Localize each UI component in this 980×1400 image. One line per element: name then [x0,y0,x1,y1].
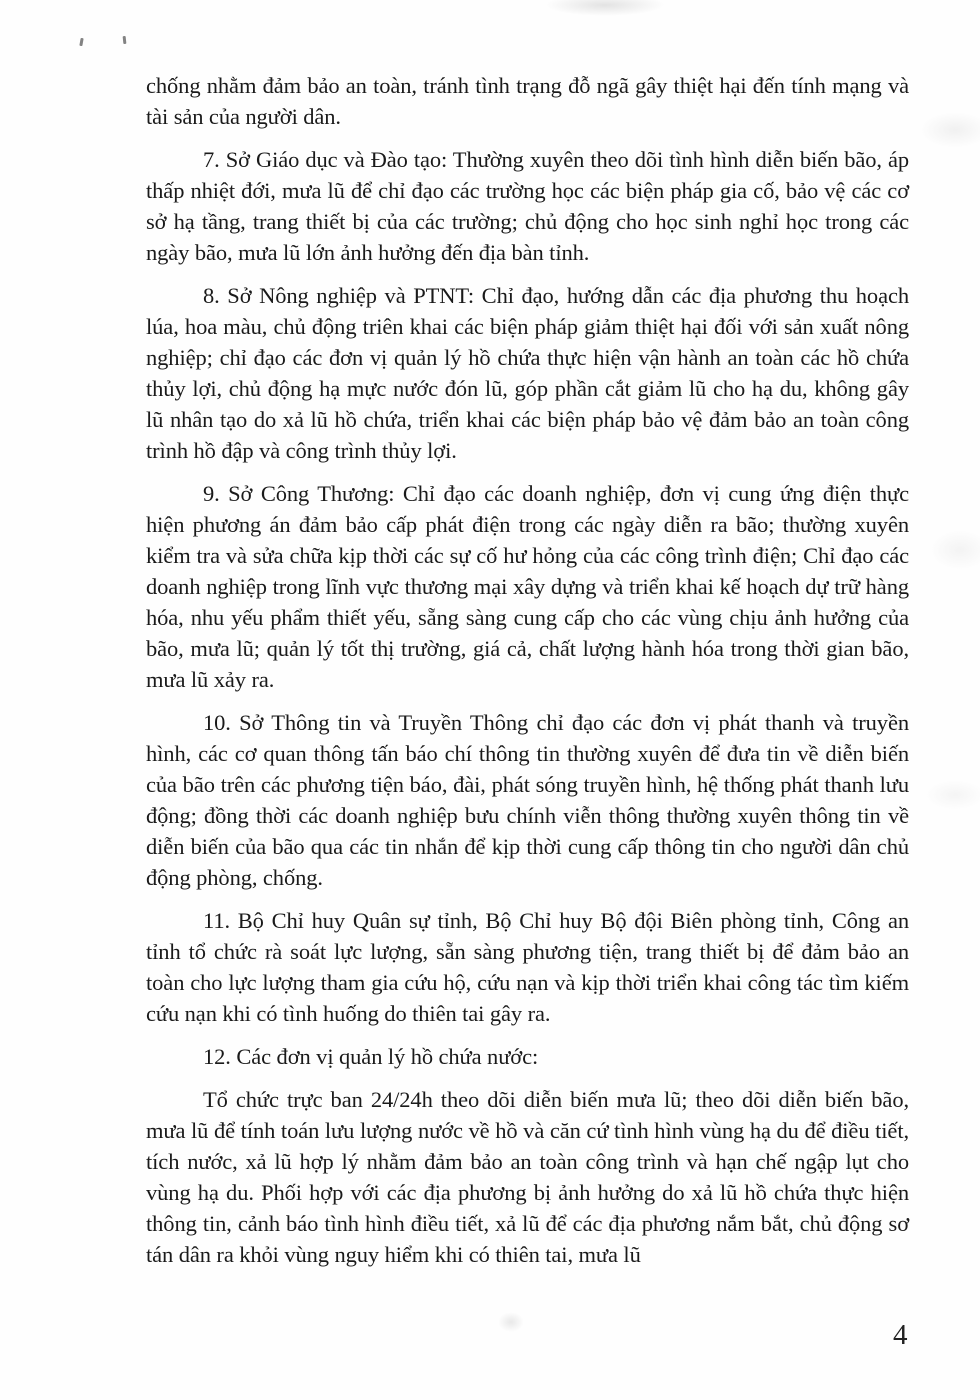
scan-artifact-smudge-right-3 [925,780,980,810]
paragraph-12-heading-reservoirs: 12. Các đơn vị quản lý hồ chứa nước: [203,1044,539,1069]
scan-artifact-tick-right [123,36,127,44]
scan-artifact-smudge-top [545,0,665,16]
paragraph-7-education-dept: 7. Sở Giáo dục và Đào tạo: Thường xuyên theo dõi tình hình diễn biến bão, áp thấp nhiệt đới, mưa lũ để chỉ đạo các trường học các biện pháp gia cố, bảo vệ các cơ sở hạ tầng, trang thiết bị của các trường; chủ động cho học sinh nghỉ học trong các ngày bão, mưa lũ lớn ảnh hưởng đến địa bàn tỉnh. [146,147,909,265]
paragraph-9-industry-trade-dept: 9. Sở Công Thương: Chỉ đạo các doanh nghiệp, đơn vị cung ứng điện thực hiện phương án đảm bảo cấp phát điện trong các ngày diễn ra bão; thường xuyên kiểm tra và sửa chữa kịp thời các sự cố hư hỏng của các công trình điện; Chỉ đạo các doanh nghiệp trong lĩnh vực thương mại xây dựng và triển khai kế hoạch dự trữ hàng hóa, nhu yếu phẩm thiết yếu, sẵng sàng cung cấp cho các vùng chịu ảnh hưởng của bão, mưa lũ; quản lý tốt thị trường, giá cả, chất lượng hành hóa trong thời gian bão, mưa lũ xảy ra. [146,481,909,692]
document-body [146,70,909,1282]
page-number: 4 [893,1319,908,1351]
scan-artifact-smudge-right-2 [930,530,980,570]
paragraph-11-military-police: 11. Bộ Chỉ huy Quân sự tỉnh, Bộ Chỉ huy Bộ đội Biên phòng tỉnh, Công an tỉnh tổ chức rà soát lực lượng, sẵn sàng phương tiện, trang thiết bị để đảm bảo an toàn cho lực lượng tham gia cứu hộ, cứu nạn và kịp thời triển khai công tác tìm kiếm cứu nạn khi có tình huống do thiên tai gây ra. [146,908,909,1026]
scan-artifact-tick-left [79,38,83,46]
scan-artifact-smudge-right-1 [920,112,980,148]
scan-artifact-speck-bottom [498,1312,524,1332]
paragraph-10-information-dept: 10. Sở Thông tin và Truyền Thông chỉ đạo các đơn vị phát thanh và truyền hình, các cơ quan thông tấn báo chí thông tin thường xuyên để đưa tin về diễn biến của bão trên các phương tiện báo, đài, phát sóng truyền hình, hệ thống phát thanh lưu động; đồng thời các doanh nghiệp bưu chính viễn thông thường xuyên thông tin về diễn biến của bão qua các tin nhắn để kịp thời cung cấp thông tin cho người dân chủ động phòng, chống. [146,710,909,890]
paragraph-12-body-reservoirs: Tổ chức trực ban 24/24h theo dõi diễn biến mưa lũ; theo dõi diễn biến bão, mưa lũ để tính toán lưu lượng nước về hồ và căn cứ tình hình vùng hạ du để điều tiết, tích nước, xả lũ hợp lý nhằm đảm bảo an toàn công trình và hạn chế ngập lụt cho vùng hạ du. Phối hợp với các địa phương bị ảnh hưởng do xả lũ hồ chứa thực hiện thông tin, cảnh báo tình hình điều tiết, xả lũ để các địa phương nắm bắt, chủ động sơ tán dân ra khỏi vùng nguy hiểm khi có thiên tai, mưa lũ [146,1087,909,1267]
paragraph-continuation: chống nhằm đảm bảo an toàn, tránh tình trạng đỗ ngã gây thiệt hại đến tính mạng và tài sản của người dân. [146,73,909,129]
paragraph-8-agriculture-dept: 8. Sở Nông nghiệp và PTNT: Chỉ đạo, hướng dẫn các địa phương thu hoạch lúa, hoa màu, chủ động triên khai các biện pháp giảm thiệt hại đối với sản xuất nông nghiệp; chỉ đạo các đơn vị quản lý hồ chứa thực hiện vận hành an toàn các hồ chứa thủy lợi, chủ động hạ mực nước đón lũ, góp phần cắt giảm lũ cho hạ du, không gây lũ nhân tạo do xả lũ hồ chứa, triển khai các biện pháp bảo vệ đảm bảo an toàn công trình hồ đập và công trình thủy lợi. [146,283,909,463]
